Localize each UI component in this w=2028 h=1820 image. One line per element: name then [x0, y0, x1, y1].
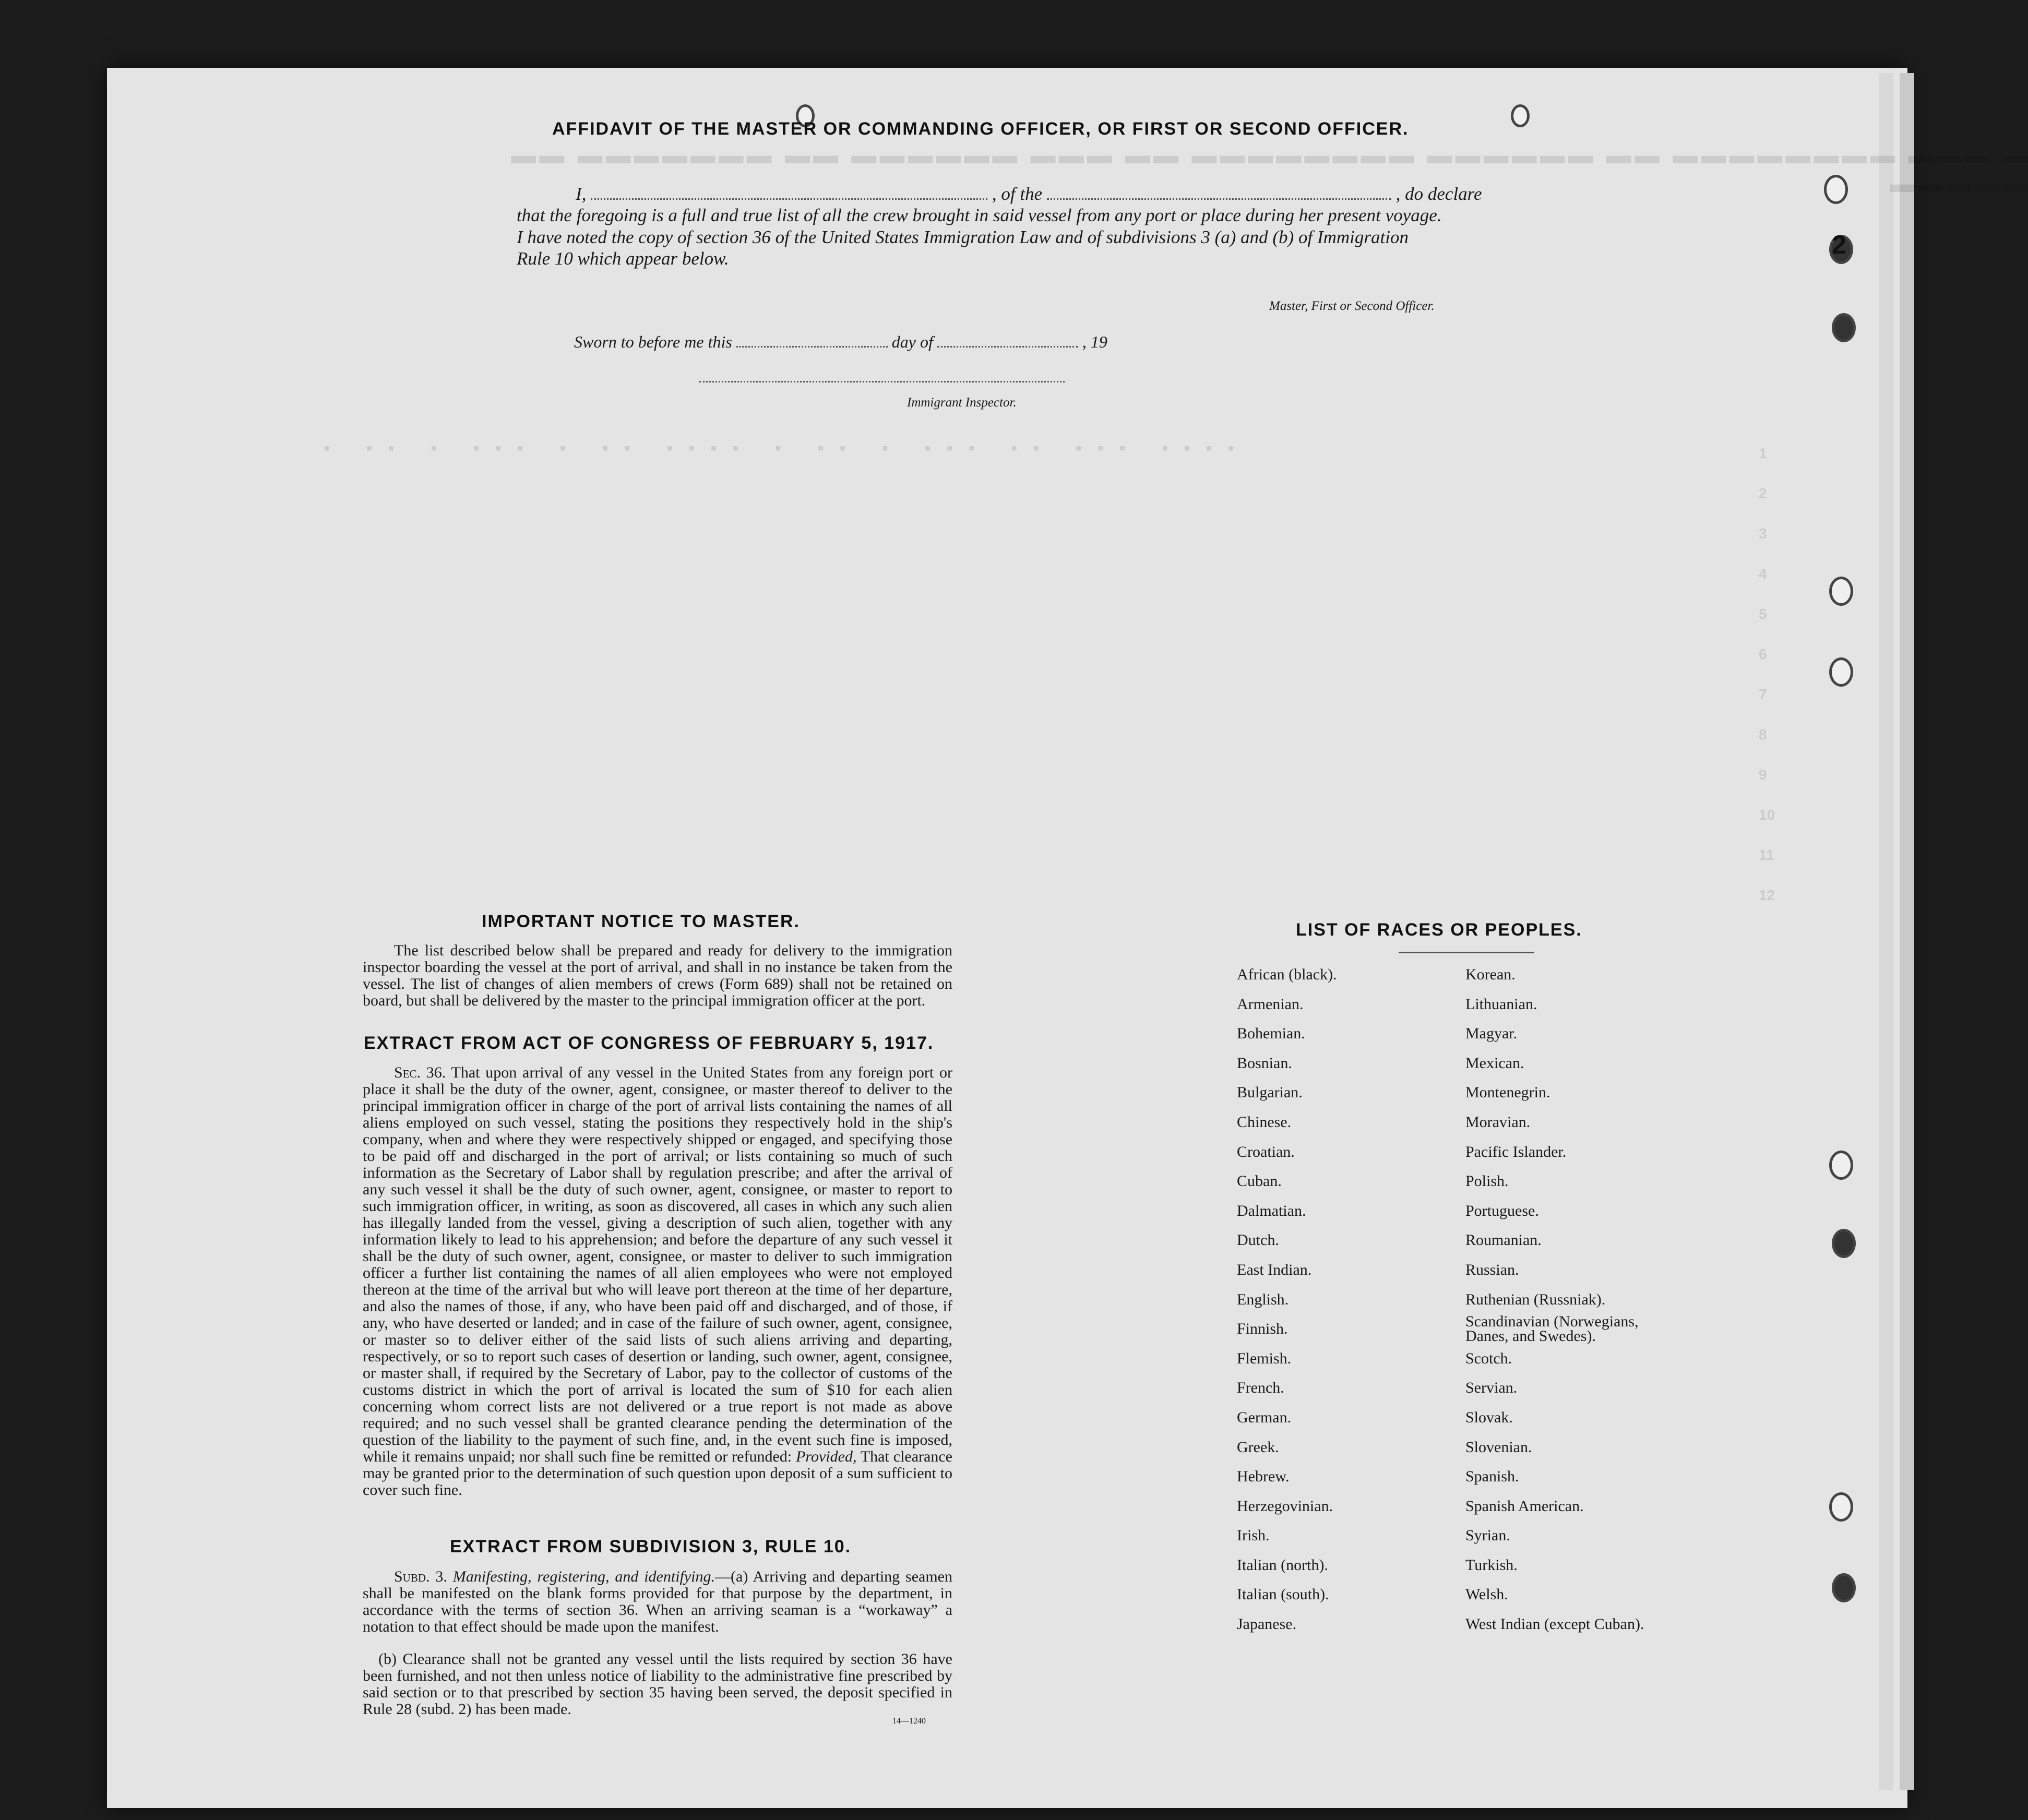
subd-label: Subd. 3.	[394, 1568, 447, 1585]
rule-extract-title: EXTRACT FROM SUBDIVISION 3, RULE 10.	[450, 1537, 852, 1556]
binder-hole	[1832, 1229, 1856, 1258]
name-blank	[591, 198, 987, 200]
section-label: Sec. 36.	[394, 1064, 446, 1081]
subd-heading: Manifesting, registering, and identifying.	[452, 1568, 715, 1585]
master-signature-caption: Master, First or Second Officer.	[1269, 299, 1435, 313]
race-item: Polish.	[1465, 1172, 1509, 1190]
race-item: Moravian.	[1465, 1113, 1531, 1131]
races-title: LIST OF RACES OR PEOPLES.	[1296, 920, 1582, 940]
race-item: Irish.	[1237, 1527, 1270, 1544]
affidavit-line-1	[576, 184, 1482, 205]
vessel-blank	[1047, 198, 1391, 200]
affidavit-line-4: Rule 10 which appear below.	[517, 248, 729, 269]
race-item: Italian (south).	[1237, 1586, 1329, 1603]
binder-hole	[1829, 577, 1853, 606]
race-item: German.	[1237, 1408, 1292, 1426]
race-item: Cuban.	[1237, 1172, 1282, 1190]
bleed-through-text: 1 2 3 4 5 6 7 8 9 10 11 12	[1759, 445, 1775, 903]
subd-para-a: —(a) Arriving and departing seamen shall be manifested on the blank forms provided for that purpose by the department, in accordance with the terms of section 36. When an arriving seaman is a “workaway” a notation to that effect should be made upon the manifest.	[363, 1568, 952, 1635]
races-right-column	[1465, 960, 1685, 1639]
race-item: Bulgarian.	[1237, 1084, 1303, 1101]
race-item: Greek.	[1237, 1438, 1279, 1456]
race-item: Slovenian.	[1465, 1438, 1532, 1456]
affidavit-title: AFFIDAVIT OF THE MASTER OR COMMANDING OFFICER, OR FIRST OR SECOND OFFICER.	[552, 119, 1409, 139]
race-item: Flemish.	[1237, 1349, 1292, 1367]
race-item: Italian (north).	[1237, 1556, 1328, 1574]
race-item: Dalmatian.	[1237, 1202, 1306, 1219]
race-item: Korean.	[1465, 966, 1516, 983]
race-item: English.	[1237, 1290, 1289, 1308]
race-item: West Indian (except Cuban).	[1465, 1615, 1644, 1633]
race-item: Ruthenian (Russniak).	[1465, 1290, 1606, 1308]
rule-para-b: (b) Clearance shall not be granted any vessel until the lists required by section 36 have been furnished, and not then unless notice of liability to the administrative fine prescribed by said section or to that prescribed by section 35 having been served, the deposit specified in Rule 28 (subd. 2) has been made.	[363, 1650, 952, 1718]
year-text: , 19	[1082, 332, 1107, 351]
affidavit-do-declare: , do declare	[1395, 184, 1482, 204]
sworn-line	[574, 332, 1107, 352]
race-item: Chinese.	[1237, 1113, 1292, 1131]
notice-title: IMPORTANT NOTICE TO MASTER.	[482, 912, 800, 931]
form-code: 14—1240	[892, 1717, 926, 1726]
page-edge	[1900, 73, 1914, 1790]
race-item: Servian.	[1465, 1379, 1518, 1397]
rule-para-a	[363, 1568, 952, 1635]
binder-hole	[1832, 1573, 1856, 1602]
affidavit-line-3: I have noted the copy of section 36 of the United States Immigration Law and of subdivisions 3 (a) and (b) of Immigration	[517, 227, 1409, 247]
races-left-column	[1237, 960, 1337, 1639]
sworn-day-blank	[736, 346, 888, 348]
day-of-text: day of	[891, 332, 933, 351]
sworn-month-blank	[937, 346, 1078, 348]
margin-mark: 2	[1832, 230, 1846, 259]
race-item: African (black).	[1237, 966, 1337, 983]
section-36-text: That upon arrival of any vessel in the United States from any foreign port or place it shall be the duty of the owner, agent, consignee, or master thereof to deliver to the principal immigration officer in charge of the port of arrival lists containing the names of all aliens employed on such vessel, stating the positions they respectively hold in the ship's company, when and where they were respectively shipped or engaged, and specifying those to be paid off and discharged in the port of arrival; or lists containing so much of such information as the Secretary of Labor shall by regulation prescribe; and after the arrival of any such vessel it shall be the duty of such owner, agent, consignee, or master to report to such immigration officer, in writing, as soon as discovered, all cases in which any such alien has illegally landed from the vessel, giving a description of such alien, together with any information likely to lead to his apprehension; and before the departure of any such vessel it shall be the duty of such owner, agent, consignee, or master to deliver to such immigration officer a further list containing the names of all alien employees who were not employed thereon at the time of the arrival but who will leave port thereon at the time of her departure, and also the names of those, if any, who have been paid off and discharged, and of those, if any, who have deserted or landed; and in case of the failure of such owner, agent, consignee, or master so to deliver either of the said lists of such aliens arriving and departing, respectively, or so to report such cases of desertion or landing, such owner, agent, consignee, or master shall, if required by the Secretary of Labor, pay to the collector of customs of the customs district in which the port of arrival is located the sum of $10 for each alien concerning whom correct lists are not delivered or a true report is not made as above required; and no such vessel shall be granted clearance pending the determination of the question of the liability to the payment of such fine, and, in the event such fine is imposed, while it remains unpaid; nor shall such fine be remitted or refunded:	[363, 1064, 952, 1465]
affidavit-of-the: , of the	[992, 184, 1043, 204]
race-item: Bosnian.	[1237, 1054, 1292, 1072]
binder-hole	[1511, 104, 1530, 127]
act-extract-text	[363, 1064, 952, 1499]
race-item: Armenian.	[1237, 995, 1304, 1013]
act-extract-title: EXTRACT FROM ACT OF CONGRESS OF FEBRUARY 5, 1917.	[364, 1033, 934, 1053]
race-item: Lithuanian.	[1465, 995, 1537, 1013]
race-item: Hebrew.	[1237, 1468, 1290, 1486]
bleed-through-text: ▪ ▪▪ ▪ ▪▪▪ ▪ ▪▪ ▪▪▪▪ ▪ ▪▪ ▪ ▪▪▪ ▪▪ ▪▪▪ ▪▪▪▪	[324, 438, 1250, 458]
race-item: Bohemian.	[1237, 1025, 1305, 1043]
sworn-text: Sworn to before me this	[574, 332, 732, 351]
race-item: Herzegovinian.	[1237, 1497, 1333, 1515]
race-item: Dutch.	[1237, 1231, 1279, 1249]
race-item: Spanish.	[1465, 1468, 1519, 1486]
race-item: Scandinavian (Norwegians, Danes, and Swedes).	[1465, 1313, 1639, 1345]
race-item: Portuguese.	[1465, 1202, 1539, 1219]
binder-hole	[1832, 313, 1856, 342]
binder-hole	[1829, 1492, 1853, 1522]
race-item: French.	[1237, 1379, 1284, 1397]
race-item: Scotch.	[1465, 1349, 1512, 1367]
race-item: Russian.	[1465, 1261, 1519, 1278]
page-edge	[1879, 73, 1893, 1790]
race-item: Welsh.	[1465, 1586, 1508, 1603]
race-item: Mexican.	[1465, 1054, 1524, 1072]
section-36-end: That clearance may be granted prior to the determination of such question upon deposit of a sum sufficient to cover such fine.	[363, 1448, 952, 1499]
affidavit-i: I,	[576, 184, 587, 204]
races-title-underline	[1399, 952, 1534, 953]
binder-hole	[1829, 1151, 1853, 1180]
race-item: Syrian.	[1465, 1527, 1510, 1544]
race-item: Spanish American.	[1465, 1497, 1584, 1515]
bleed-through-text: ▬ ▬▬▬ ▬▬▬▬▬▬▬▬ ▬▬ ▬▬▬▬▬▬ ▬▬▬▬▬▬▬▬ ▬▬ ▬▬▬ ▬▬▬▬▬▬ ▬▬ ▬▬▬▬▬▬▬ ▬▬ ▬▬▬▬▬	[508, 141, 2028, 198]
race-item: Magyar.	[1465, 1025, 1518, 1043]
provided-word: Provided,	[796, 1448, 857, 1465]
race-item: Japanese.	[1237, 1615, 1297, 1633]
race-item: Montenegrin.	[1465, 1084, 1550, 1101]
inspector-caption: Immigrant Inspector.	[907, 396, 1017, 410]
race-item: Turkish.	[1465, 1556, 1518, 1574]
race-item: Pacific Islander.	[1465, 1143, 1567, 1160]
affidavit-line-2: that the foregoing is a full and true list of all the crew brought in said vessel from any port or place during her present voyage.	[517, 205, 1442, 225]
inspector-signature-line	[699, 381, 1065, 382]
race-item: Finnish.	[1237, 1320, 1288, 1338]
binder-hole	[1829, 657, 1853, 687]
race-item: East Indian.	[1237, 1261, 1312, 1278]
race-item: Roumanian.	[1465, 1231, 1542, 1249]
race-item: Slovak.	[1465, 1408, 1513, 1426]
notice-text: The list described below shall be prepared and ready for delivery to the immigration inspector boarding the vessel at the port of arrival, and shall in no instance be taken from the vessel. The list of changes of alien members of crews (Form 689) shall not be retained on board, but shall be delivered by the master to the principal immigration officer at the port.	[363, 942, 952, 1009]
race-item: Croatian.	[1237, 1143, 1295, 1160]
